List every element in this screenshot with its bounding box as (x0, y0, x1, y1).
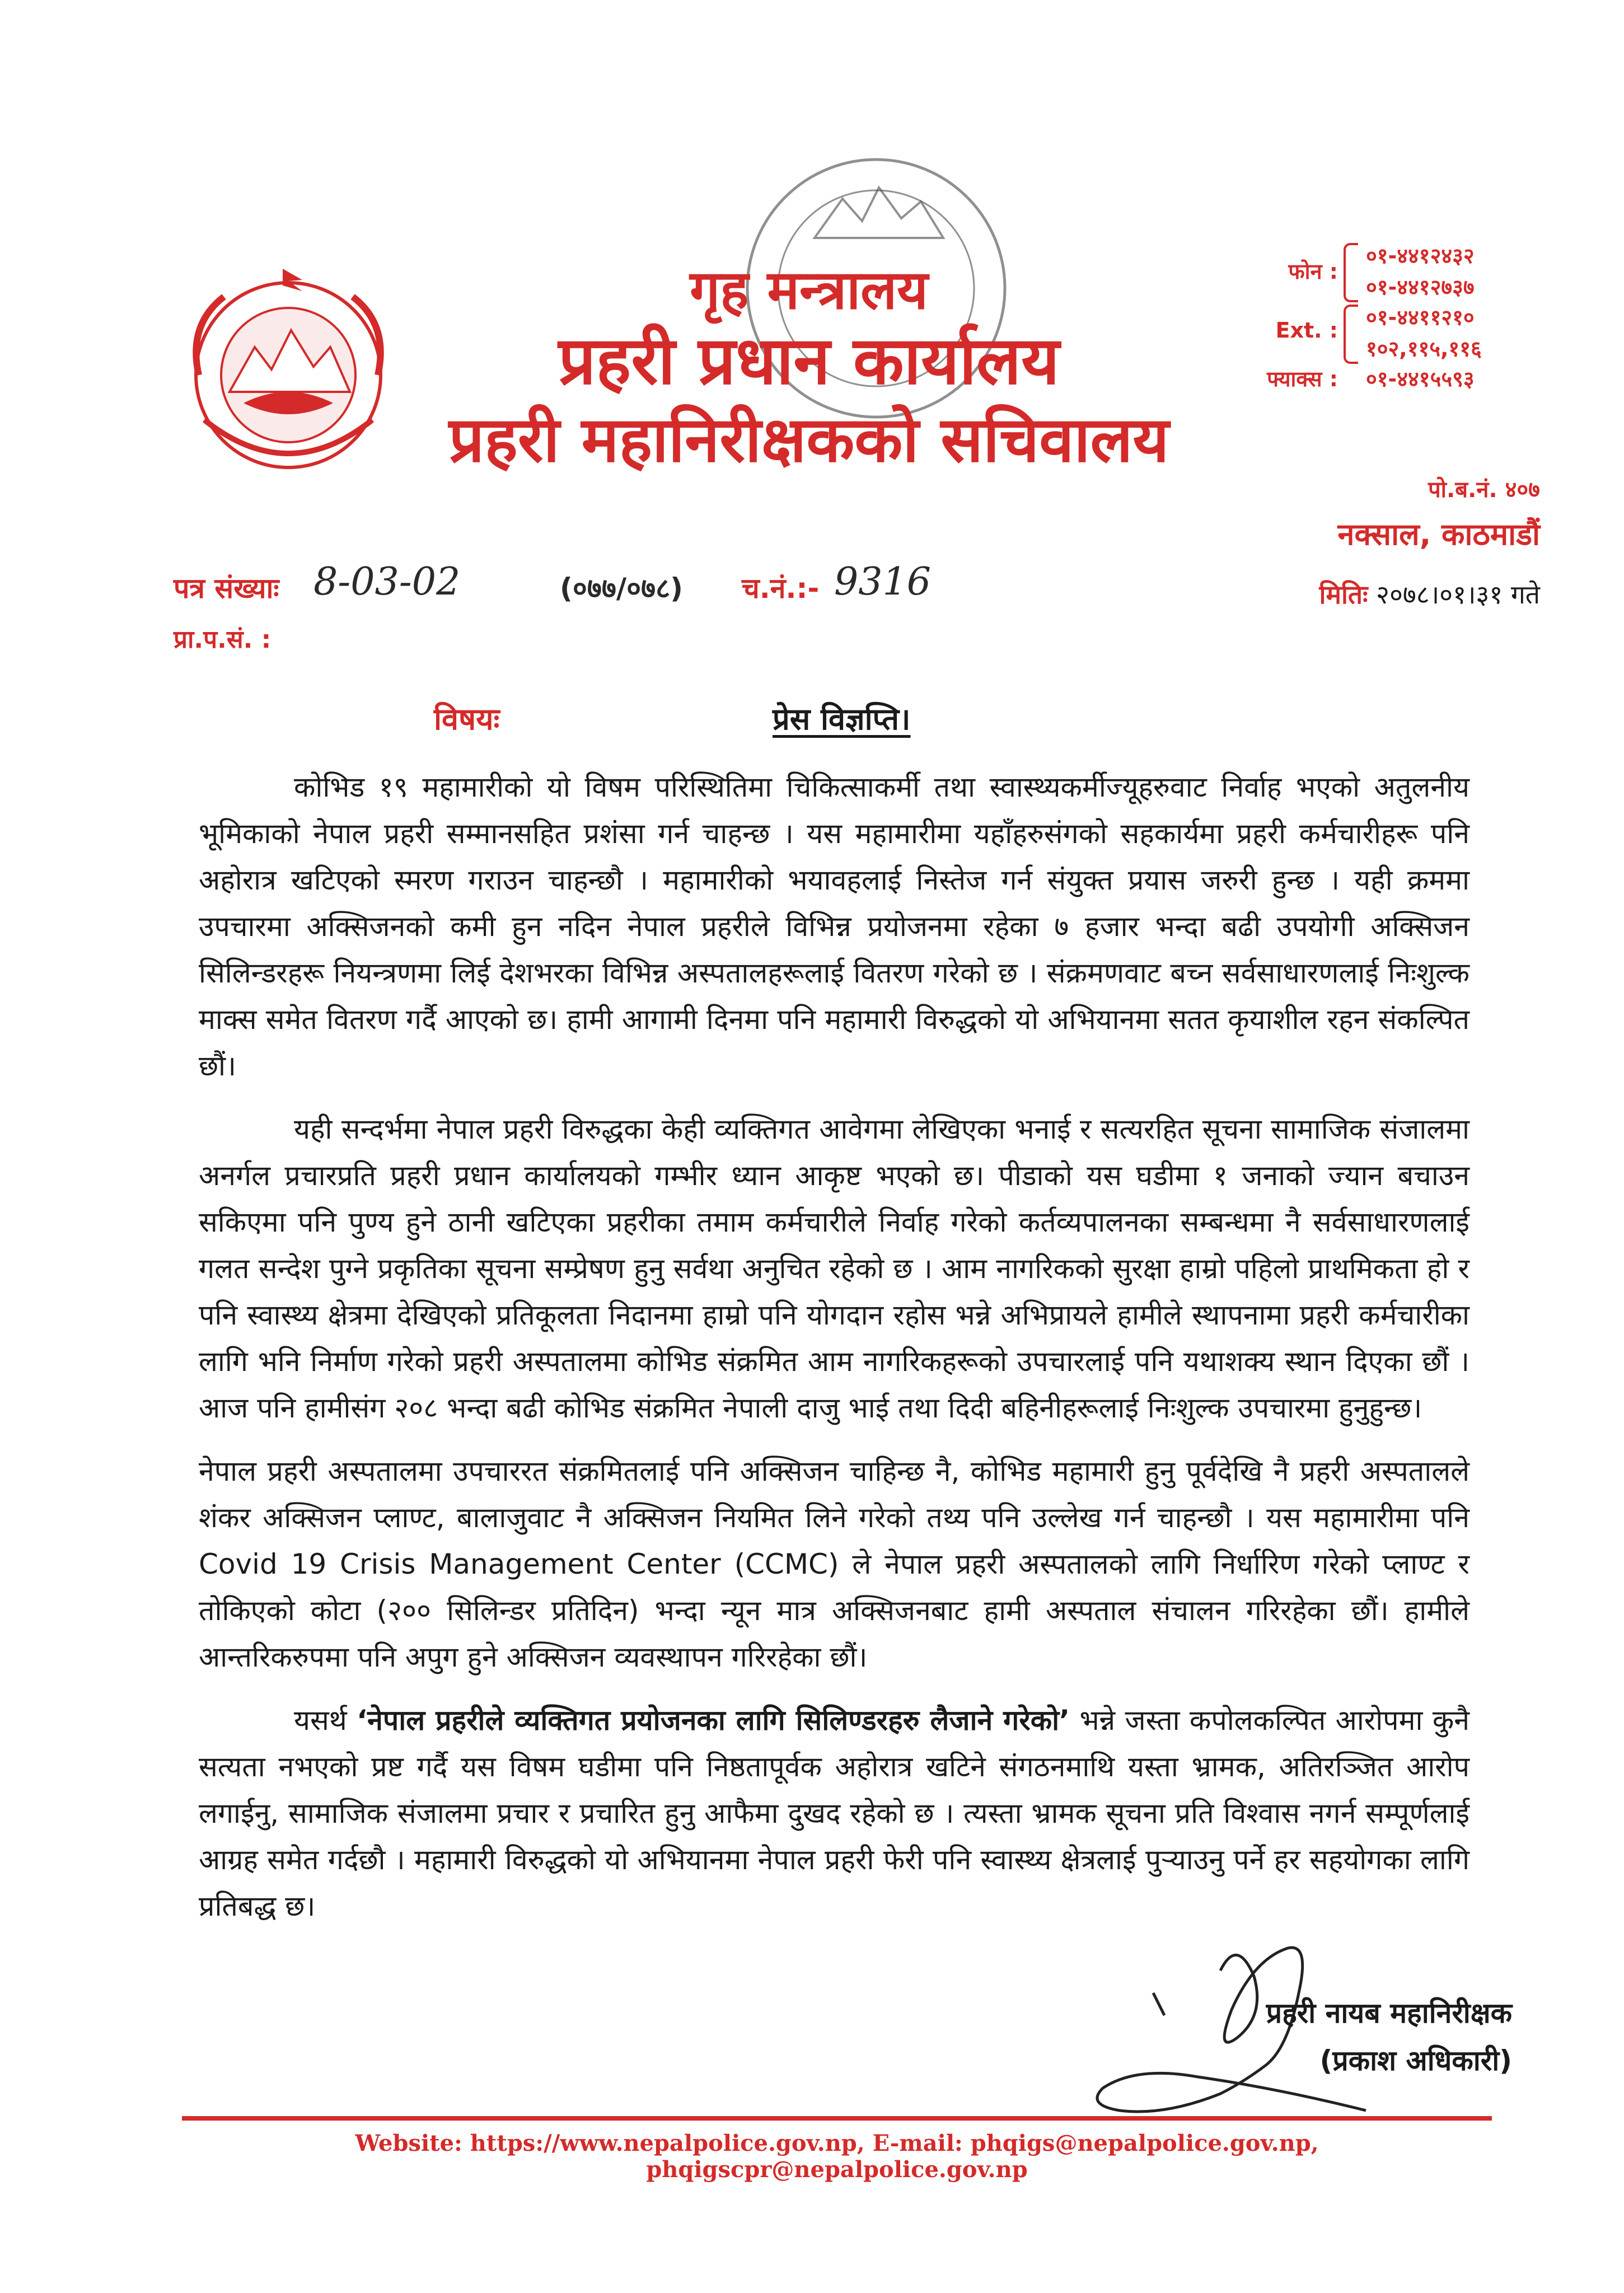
letter-number-value: 8-03-02 (313, 560, 461, 604)
fax-number: ०१-४४१५५९३ (1366, 367, 1475, 391)
date-label: मितिः (1319, 579, 1368, 610)
dispatch-number-value: 9316 (834, 560, 932, 604)
footer-contact: Website: https://www.nepalpolice.gov.np, E-mail: phqigs@nepalpolice.gov.np, phqigscpr@nepalpolice.gov.np (355, 2130, 1319, 2183)
signatory-title: प्रहरी नायब महानिरीक्षक (1266, 1997, 1512, 2029)
phone-number-1: ०१-४४१२४३२ (1366, 244, 1475, 268)
signatory-name: (प्रकाश अधिकारी) (1319, 2044, 1512, 2077)
press-release-body (199, 764, 1469, 1946)
phone-brace (1344, 243, 1358, 302)
subject-value: प्रेस विज्ञप्ति। (773, 701, 911, 737)
date-line (1319, 577, 1540, 611)
fax-row (1254, 364, 1534, 397)
office-name: प्रहरी प्रधान कार्यालय (558, 322, 1060, 399)
phone-number-2: ०१-४४१२७३७ (1366, 275, 1475, 300)
paragraph-4-start: यसर्थ (294, 1704, 347, 1737)
ext-label: Ext. : (1275, 318, 1338, 343)
fiscal-year: (०७७/०७८) (560, 572, 683, 605)
letter-number-label: पत्र संख्याः (174, 572, 279, 605)
paragraph-1: कोभिड १९ महामारीको यो विषम परिस्थितिमा चिकित्साकर्मी तथा स्वास्थ्यकर्मीज्यूहरुवाट निर्वाह भएको अतुलनीय भूमिकाको नेपाल प्रहरी सम्मानसहित प्रशंसा गर्न चाहन्छ । यस महामारीमा यहाँहरुसंगको सहकार्यमा प्रहरी कर्मचारीहरू पनि अहोरात्र खटिएको स्मरण गराउन चाहन्छौ । महामारीको भयावहलाई निस्तेज गर्न संयुक्त प्रयास जरुरी हुन्छ । यही क्रममा उपचारमा अक्सिजनको कमी हुन नदिन नेपाल प्रहरीले विभिन्न प्रयोजनमा रहेका ७ हजार भन्दा बढी उपयोगी अक्सिजन सिलिन्डरहरू नियन्त्रणमा लिई देशभरका विभिन्न अस्पतालहरूलाई वितरण गरेको छ । संक्रमणवाट बच्न सर्वसाधारणलाई निःशुल्क माक्स समेत वितरण गर्दै आएको छ। हामी आगामी दिनमा पनि महामारी विरुद्धको यो अभियानमा सतत कृयाशील रहन संकल्पित छौं। (199, 771, 1469, 1082)
phone-row (1254, 241, 1534, 302)
secretariat-name: प्रहरी महानिरीक्षकको सचिवालय (448, 404, 1169, 476)
dispatch-number-label: च.नं.:- (742, 572, 820, 605)
footer-divider (182, 2116, 1492, 2121)
po-box: पो.ब.नं. ४०७ (1428, 477, 1540, 503)
prapasa-label: प्रा.प.सं. : (174, 625, 272, 654)
paragraph-2: यही सन्दर्भमा नेपाल प्रहरी विरुद्धका केही व्यक्तिगत आवेगमा लेखिएका भनाई र सत्यरहित सूचना सामाजिक संजालमा अनर्गल प्रचारप्रति प्रहरी प्रधान कार्यालयको गम्भीर ध्यान आकृष्ट भएको छ। पीडाको यस घडीमा १ जनाको ज्यान बचाउन सकिएमा पनि पुण्य हुने ठानी खटिएका प्रहरीका तमाम कर्मचारीले निर्वाह गरेको कर्तव्यपालनका सम्बन्धमा नै सर्वसाधारणलाई गलत सन्देश पुग्ने प्रकृतिका सूचना सम्प्रेषण हुनु सर्वथा अनुचित रहेको छ । आम नागरिकको सुरक्षा हाम्रो पहिलो प्राथमिकता हो र पनि स्वास्थ्य क्षेत्रमा देखिएको प्रतिकूलता निदानमा हाम्रो पनि योगदान रहोस भन्ने अभिप्रायले हामीले स्थापनामा प्रहरी कर्मचारीका लागि भनि निर्माण गरेको प्रहरी अस्पतालमा कोभिड संक्रमित आम नागरिकहरूको उपचारलाई पनि यथाशक्य स्थान दिएका छौं । आज पनि हामीसंग २०८ भन्दा बढी कोभिड संक्रमित नेपाली दाजु भाई तथा दिदी बहिनीहरूलाई निःशुल्क उपचारमा हुनुहुन्छ। (199, 1113, 1469, 1424)
ext-row (1254, 302, 1534, 364)
address: नक्साल, काठमाडौं (1337, 517, 1540, 552)
phone-label: फोन : (1288, 259, 1338, 284)
paragraph-4-quote: ‘नेपाल प्रहरीले व्यक्तिगत प्रयोजनका लागि सिलिण्डरहरु लैजाने गरेको’ (357, 1704, 1070, 1737)
ministry-name: गृह मन्त्रालय (690, 259, 928, 321)
paragraph-3: नेपाल प्रहरी अस्पतालमा उपचाररत संक्रमितलाई पनि अक्सिजन चाहिन्छ नै, कोभिड महामारी हुनु पूर्वदेखि नै प्रहरी अस्पतालले शंकर अक्सिजन प्लाण्ट, बालाजुवाट नै अक्सिजन नियमित लिने गरेको तथ्य पनि उल्लेख गर्न चाहन्छौ । यस महामारीमा पनि Covid 19 Crisis Management Center (CCMC) ले नेपाल प्रहरी अस्पतालको लागि निर्धारिण गरेको प्लाण्ट र तोकिएको कोटा (२०० सिलिन्डर प्रतिदिन) भन्दा न्यून मात्र अक्सिजनबाट हामी अस्पताल संचालन गरिरहेका छौं। हामीले आन्तरिकरुपमा पनि अपुग हुने अक्सिजन व्यवस्थापन गरिरहेका छौं। (199, 1455, 1469, 1673)
paragraph-4 (199, 1697, 1469, 1930)
date-value: २०७८।०१।३१ गते (1376, 579, 1540, 610)
nepal-emblem-logo (171, 263, 406, 487)
paragraph-4-rest: भन्ने जस्ता कपोलकल्पित आरोपमा कुनै सत्यता नभएको प्रष्ट गर्दै यस विषम घडीमा पनि निष्ठतापूर्वक अहोरात्र खटिने संगठनमाथि यस्ता भ्रामक, अतिरञ्जित आरोप लगाईनु, सामाजिक संजालमा प्रचार र प्रचारित हुनु आफैमा दुखद रहेको छ । त्यस्ता भ्रामक सूचना प्रति विश्वास नगर्न सम्पूर्णलाई आग्रह समेत गर्दछौ । महामारी विरुद्धको यो अभियानमा नेपाल प्रहरी फेरी पनि स्वास्थ्य क्षेत्रलाई पुऱ्याउनु पर्ने हर सहयोगका लागि प्रतिबद्ध छ। (199, 1704, 1469, 1922)
ext-number-1: ०१-४४११२१० (1366, 305, 1475, 330)
fax-label: फ्याक्स : (1267, 367, 1338, 391)
ext-number-2: १०२,११५,११६ (1366, 336, 1482, 361)
ext-brace (1344, 305, 1358, 364)
contact-block (1254, 241, 1534, 397)
subject-label: विषयः (434, 701, 500, 737)
